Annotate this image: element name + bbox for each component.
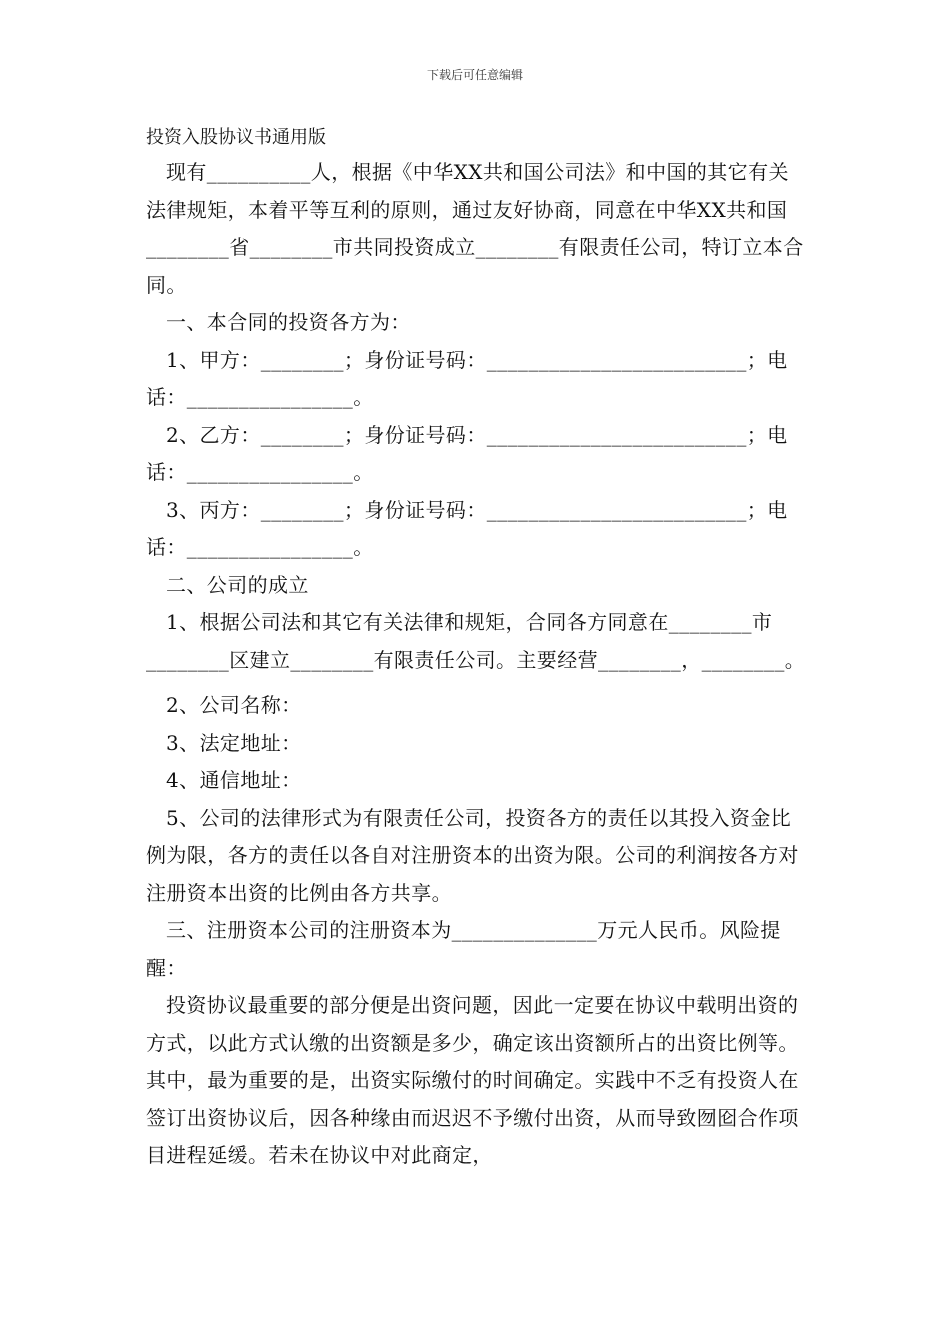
- clause-2-4: 4、通信地址：: [166, 768, 302, 792]
- paragraph-intro: 现有__________人，根据《中华XX共和国公司法》和中国的其它有关法律规矩，本着平等互利的原则，通过友好协商，同意在中华XX共和国________省________市共同投资成立________有限责任公司，特订立本合同。: [146, 160, 804, 297]
- clause-2-3: 3、法定地址：: [166, 730, 302, 755]
- party-c: 3、丙方：________；身份证号码：_________________________；电话：________________。: [146, 497, 788, 559]
- section-3-heading: 三、注册资本公司的注册资本为______________万元人民币。风险提醒：: [146, 918, 781, 980]
- document-title: 投资入股协议书通用版: [146, 127, 326, 148]
- document-body: [146, 154, 808, 1175]
- section-2-heading: 二、公司的成立: [166, 572, 309, 597]
- section-1-heading: 一、本合同的投资各方为：: [166, 310, 411, 334]
- page-header: 下载后可任意编辑: [426, 68, 523, 82]
- clause-2-1: 1、根据公司法和其它有关法律和规矩，合同各方同意在________市________区建立________有限责任公司。主要经营________，________。: [146, 610, 806, 672]
- party-a: 1、甲方：________；身份证号码：_________________________；电话：________________。: [146, 347, 788, 409]
- risk-paragraph: 投资协议最重要的部分便是出资问题，因此一定要在协议中载明出资的方式，以此方式认缴的出资额是多少，确定该出资额所占的出资比例等。其中，最为重要的是，出资实际缴付的时间确定。实践中不乏有投资人在签订出资协议后，因各种缘由而迟迟不予缴付出资，从而导致囫囵合作项目进程延缓。若未在协议中对此商定，: [146, 993, 799, 1167]
- clause-2-5: 5、公司的法律形式为有限责任公司，投资各方的责任以其投入资金比例为限，各方的责任以各自对注册资本的出资为限。公司的利润按各方对注册资本出资的比例由各方共享。: [146, 805, 799, 905]
- clause-2-2: 2、公司名称：: [166, 693, 302, 717]
- party-b: 2、乙方：________；身份证号码：_________________________；电话：________________。: [146, 422, 788, 484]
